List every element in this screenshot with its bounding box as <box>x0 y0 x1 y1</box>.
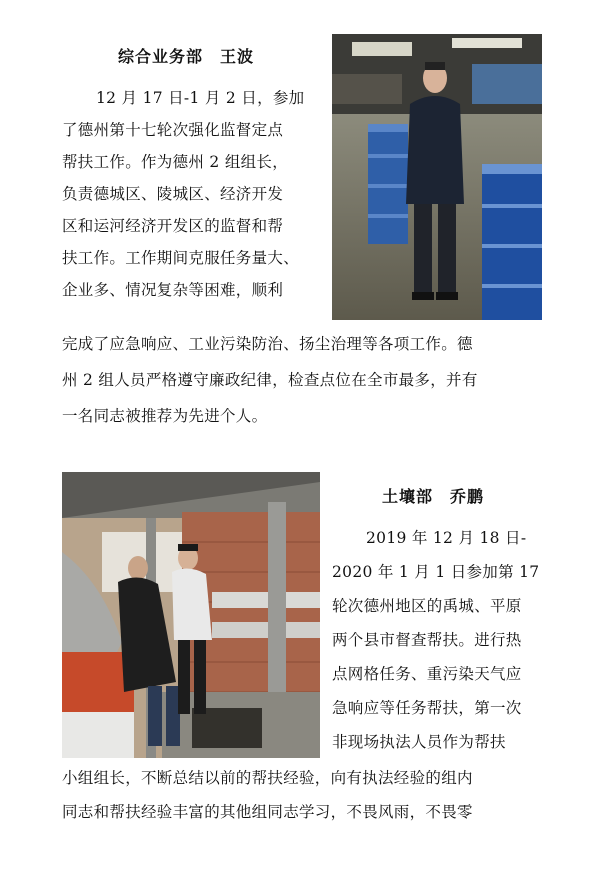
section2-heading: 土壤部 乔鹏 <box>382 487 485 506</box>
photo-inspector-warehouse <box>332 34 542 320</box>
section1-line-8: 完成了应急响应、工业污染防治、扬尘治理等各项工作。德 <box>62 335 473 353</box>
section1-line-5: 区和运河经济开发区的监督和帮 <box>62 217 284 235</box>
section1-line-4: 负责德城区、陵城区、经济开发 <box>62 185 284 203</box>
section2-line-9: 同志和帮扶经验丰富的其他组同志学习，不畏风雨，不畏零 <box>62 803 473 821</box>
section2-line-7: 非现场执法人员作为帮扶 <box>332 733 506 751</box>
section1-line-3: 帮扶工作。作为德州 2 组组长， <box>62 153 289 171</box>
section1-line-2: 了德州第十七轮次强化监督定点 <box>62 121 284 139</box>
section2-line-4: 两个县市督查帮扶。进行热 <box>332 631 522 649</box>
section2-line-8: 小组组长，不断总结以前的帮扶经验，向有执法经验的组内 <box>62 769 473 787</box>
section2-line-6: 急响应等任务帮扶，第一次 <box>332 699 522 717</box>
section1-line-6: 扶工作。工作期间克服任务量大、 <box>62 249 300 267</box>
section2-line-5: 点网格任务、重污染天气应 <box>332 665 522 683</box>
section2-line-2: 2020 年 1 月 1 日参加第 17 <box>332 563 540 581</box>
section1-heading: 综合业务部 王波 <box>118 47 255 66</box>
section1-line-7: 企业多、情况复杂等困难，顺利 <box>62 281 284 299</box>
photo-inspection-site <box>62 472 320 758</box>
section1-line-10: 一名同志被推荐为先进个人。 <box>62 407 268 425</box>
section2-line-3: 轮次德州地区的禹城、平原 <box>332 597 522 615</box>
section2-line-1: 2019 年 12 月 18 日- <box>366 529 527 547</box>
section1-line-9: 州 2 组人员严格遵守廉政纪律，检查点位在全市最多，并有 <box>62 371 478 389</box>
section1-line-1: 12 月 17 日-1 月 2 日，参加 <box>96 89 305 107</box>
